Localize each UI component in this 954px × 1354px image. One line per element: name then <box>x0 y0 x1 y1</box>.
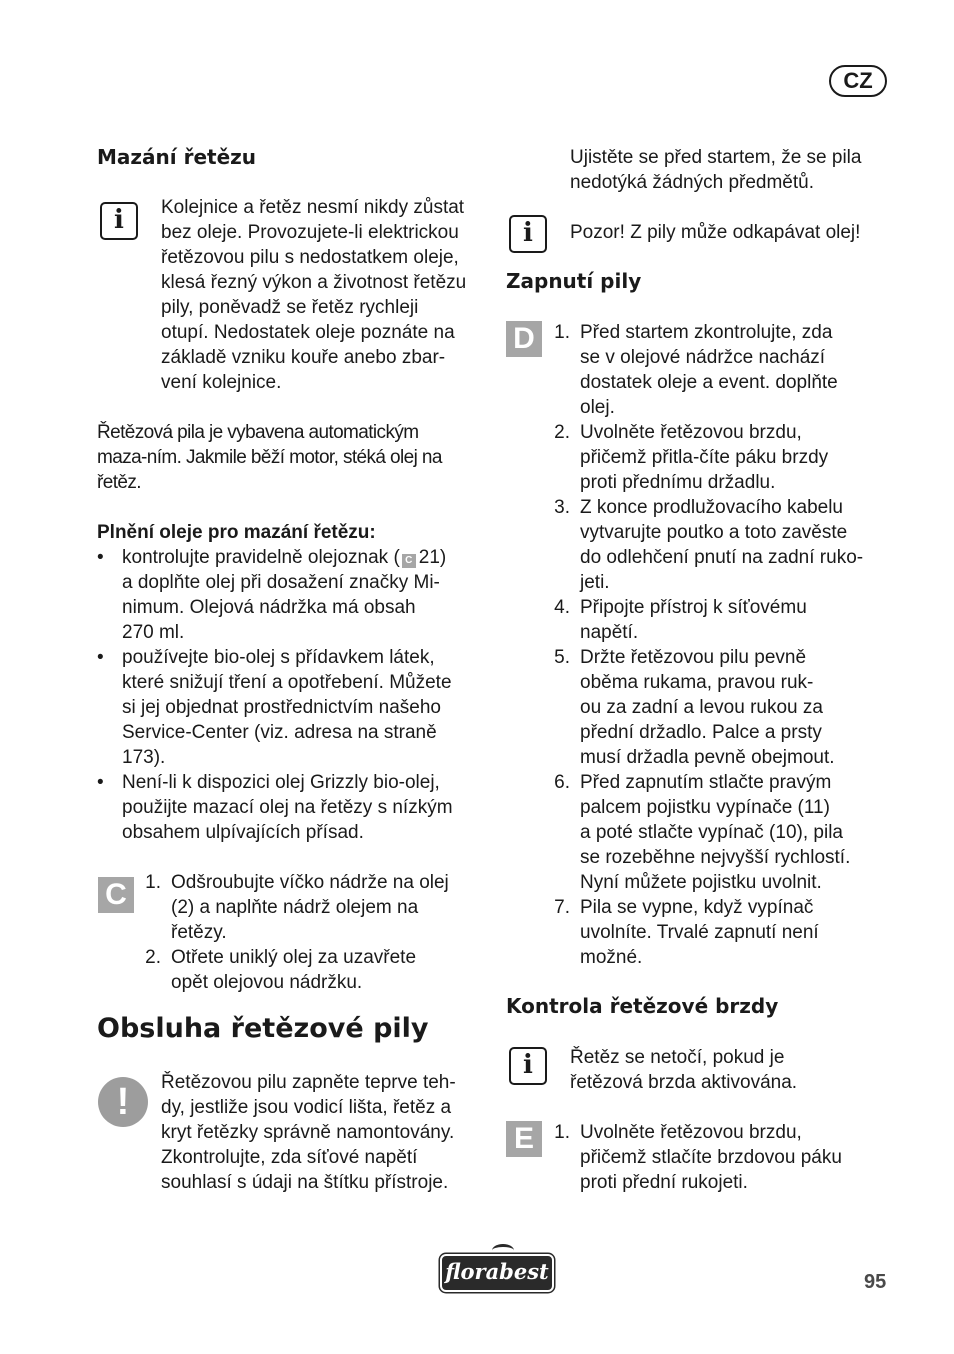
text-line <box>122 720 487 745</box>
text-line <box>122 770 487 795</box>
text-line: se rozeběhne nejvyšší rychlostí. <box>580 847 851 868</box>
text-line: nedotýká žádných předmětů. <box>570 172 814 193</box>
step-number: 6. <box>554 772 570 793</box>
text-line: musí držadla pevně obejmout. <box>580 747 835 768</box>
text-line: uvolníte. Trvalé zapnutí není <box>580 922 819 943</box>
text-line: ou za zadní a levou rukou za <box>580 697 823 718</box>
step-number: 3. <box>554 497 570 518</box>
step-number: 1. <box>145 872 161 893</box>
text-line: Otřete uniklý olej za uzavřete <box>171 947 417 968</box>
figure-ref-number: 21) <box>418 547 447 568</box>
text-line-content: používejte bio-olej s přídavkem látek, <box>122 647 435 668</box>
bullet-marker: • <box>97 547 104 568</box>
step-number: 1. <box>554 1122 570 1143</box>
text-line <box>122 820 487 845</box>
text-line: oběma rukama, pravou ruk- <box>580 672 814 693</box>
steps-c-list <box>129 870 489 995</box>
text-line-content: kontrolujte pravidelně olejoznak ( <box>122 547 400 568</box>
intro-note <box>570 145 910 195</box>
step-item <box>538 770 908 895</box>
steps-d-list <box>538 320 908 970</box>
text-line <box>122 695 487 720</box>
text-line: Odšroubujte víčko nádrže na olej <box>171 872 449 893</box>
bullet-item <box>97 770 487 845</box>
text-line-content: a doplňte olej při dosažení značky Mi- <box>122 572 440 593</box>
section-title-chainsaw-operation: Obsluha řetězové pily <box>97 1013 429 1044</box>
text-line: Držte řetězovou pilu pevně <box>580 647 807 668</box>
florabest-logo: florabest <box>440 1254 554 1292</box>
text-line-content: 173). <box>122 747 166 768</box>
text-line-content: obsahem ulpívajících přísad. <box>122 822 364 843</box>
text-line <box>122 595 487 620</box>
text-line: maza-ním. Jakmile běží motor, stéká olej na <box>97 447 442 468</box>
step-number: 4. <box>554 597 570 618</box>
text-line: Řetěz se netočí, pokud je <box>570 1047 785 1068</box>
text-line: možné. <box>580 947 643 968</box>
text-line: proti přední rukojeti. <box>580 1172 748 1193</box>
text-line: Nyní můžete pojistku uvolnit. <box>580 872 822 893</box>
info-icon: i <box>509 215 547 253</box>
text-line: Před startem zkontrolujte, zda <box>580 322 833 343</box>
text-line: Uvolněte řetězovou brzdu, <box>580 422 802 443</box>
step-number: 7. <box>554 897 570 918</box>
text-line: řetězy. <box>171 922 227 943</box>
info-note-lubrication <box>161 195 491 395</box>
text-line: vytvarujte poutko a toto zavěste <box>580 522 848 543</box>
step-letter-e: E <box>506 1121 542 1157</box>
text-line: opět olejovou nádržku. <box>171 972 363 993</box>
text-line-content: Service-Center (viz. adresa na straně <box>122 722 437 743</box>
text-line: a poté stlačte vypínač (10), pila <box>580 822 843 843</box>
text-line: vení kolejnice. <box>161 372 282 393</box>
text-line-content: které snižují tření a opotřebení. Můžete <box>122 672 452 693</box>
page-number: 95 <box>864 1271 887 1293</box>
section-title-chain-brake-check: Kontrola řetězové brzdy <box>506 994 779 1018</box>
text-line: do odlehčení pnutí na zadní ruko- <box>580 547 864 568</box>
step-item <box>538 645 908 770</box>
text-line: pily, poněvadž se řetěz rychleji <box>161 297 419 318</box>
text-line: Připojte přístroj k síťovému <box>580 597 807 618</box>
text-line: se v olejové nádržce nachází <box>580 347 826 368</box>
text-line: řetězovou pilu s nedostatkem oleje, <box>161 247 459 268</box>
warning-icon: ! <box>98 1077 148 1127</box>
info-icon: i <box>509 1047 547 1085</box>
section-title-chain-lubrication: Mazání řetězu <box>97 145 257 169</box>
text-line: Řetězovou pilu zapněte teprve teh- <box>161 1072 456 1093</box>
text-line: Uvolněte řetězovou brzdu, <box>580 1122 802 1143</box>
oil-bullet-list <box>97 545 487 845</box>
text-line: (2) a naplňte nádrž olejem na <box>171 897 419 918</box>
bullet-marker: • <box>97 647 104 668</box>
bullet-item <box>97 545 487 645</box>
language-badge: CZ <box>829 65 887 97</box>
text-line-content: použijte mazací olej na řetězy s nízkým <box>122 797 453 818</box>
text-line <box>122 620 487 645</box>
text-line <box>122 645 487 670</box>
text-line: dy, jestliže jsou vodicí lišta, řetěz a <box>161 1097 452 1118</box>
text-line: olej. <box>580 397 615 418</box>
text-line: napětí. <box>580 622 639 643</box>
oil-filling-heading: Plnění oleje pro mazání řetězu: <box>97 522 376 543</box>
text-line: základě vzniku kouře anebo zbar- <box>161 347 446 368</box>
step-item <box>538 320 908 420</box>
text-line: otupí. Nedostatek oleje poznáte na <box>161 322 455 343</box>
text-line: přední držadlo. Palce a prsty <box>580 722 822 743</box>
step-number: 2. <box>554 422 570 443</box>
step-item <box>538 495 908 595</box>
step-number: 5. <box>554 647 570 668</box>
text-line: Kolejnice a řetěz nesmí nikdy zůstat <box>161 197 465 218</box>
text-line <box>122 545 487 570</box>
text-line <box>122 670 487 695</box>
text-line: přičemž přitla-číte páku brzdy <box>580 447 829 468</box>
text-line-content: Není-li k dispozici olej Grizzly bio-olej, <box>122 772 440 793</box>
step-item <box>129 945 489 995</box>
text-line: souhlasí s údaji na štítku přístroje. <box>161 1172 449 1193</box>
text-line <box>122 745 487 770</box>
text-line: jeti. <box>580 572 610 593</box>
step-letter-c: C <box>98 877 134 913</box>
warning-note <box>161 1070 491 1195</box>
step-item <box>538 895 908 970</box>
text-line: Řetězová pila je vybavena automatickým <box>97 422 419 443</box>
text-line-content: si jej objednat prostřednictvím našeho <box>122 697 441 718</box>
info-note-chain-brake <box>570 1045 910 1095</box>
info-note-oil-drip: Pozor! Z pily může odkapávat olej! <box>570 222 861 243</box>
step-number: 2. <box>145 947 161 968</box>
text-line: kryt řetězky správně namontovány. <box>161 1122 455 1143</box>
steps-e-list <box>538 1120 908 1195</box>
step-number: 1. <box>554 322 570 343</box>
section-title-start-saw: Zapnutí pily <box>506 269 642 293</box>
step-item <box>538 420 908 495</box>
bullet-item <box>97 645 487 770</box>
text-line: bez oleje. Provozujete-li elektrickou <box>161 222 459 243</box>
text-line-content: 270 ml. <box>122 622 185 643</box>
info-icon: i <box>100 202 138 240</box>
text-line-content: nimum. Olejová nádržka má obsah <box>122 597 416 618</box>
step-item <box>538 1120 908 1195</box>
text-line: Z konce prodlužovacího kabelu <box>580 497 843 518</box>
text-line: Před zapnutím stlačte pravým <box>580 772 832 793</box>
text-line: Pila se vypne, když vypínač <box>580 897 814 918</box>
step-item <box>538 595 908 645</box>
paragraph-automatic-lubrication <box>97 420 477 495</box>
text-line: Zkontrolujte, zda síťové napětí <box>161 1147 418 1168</box>
step-letter-d: D <box>506 321 542 357</box>
text-line: dostatek oleje a event. doplňte <box>580 372 838 393</box>
bullet-marker: • <box>97 772 104 793</box>
step-item <box>129 870 489 945</box>
text-line: klesá řezný výkon a životnost řetězu <box>161 272 467 293</box>
text-line: palcem pojistku vypínače (11) <box>580 797 830 818</box>
text-line <box>122 570 487 595</box>
text-line: proti přednímu držadlu. <box>580 472 776 493</box>
figure-ref-c-icon: C <box>402 554 416 568</box>
text-line: řetěz. <box>97 472 141 493</box>
text-line <box>122 795 487 820</box>
text-line: přičemž stlačíte brzdovou páku <box>580 1147 842 1168</box>
text-line: řetězová brzda aktivována. <box>570 1072 798 1093</box>
text-line: Ujistěte se před startem, že se pila <box>570 147 862 168</box>
